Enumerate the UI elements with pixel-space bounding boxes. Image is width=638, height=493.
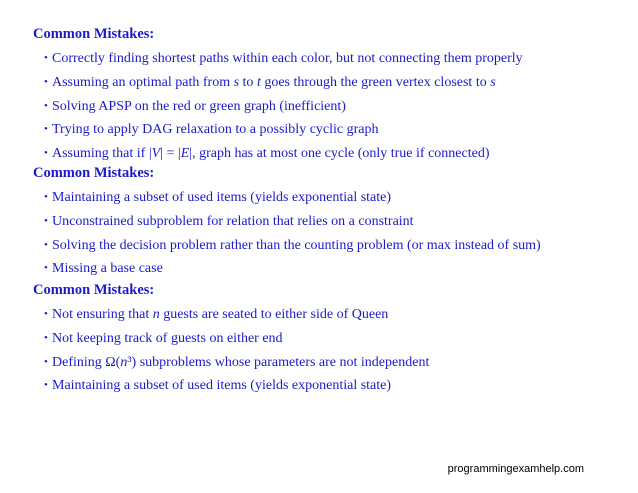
bullet-icon: • (44, 238, 48, 251)
item-text: Maintaining a subset of used items (yields exponential state) (52, 190, 392, 205)
list-item (44, 142, 623, 166)
mistakes-section-2 (33, 164, 623, 281)
list-item (44, 210, 623, 234)
section-heading: Common Mistakes: (33, 26, 155, 42)
item-text: Solving APSP on the red or green graph (inefficient) (52, 98, 346, 114)
bullet-icon: • (44, 379, 48, 392)
bullet-icon: • (44, 99, 48, 112)
bullet-icon: • (44, 147, 48, 160)
item-text: Assuming an optimal path from s to t goes through the green vertex closest to s (52, 74, 496, 90)
bullet-icon: • (44, 331, 48, 344)
list-item (44, 186, 623, 210)
list-item (44, 303, 623, 327)
list-item (44, 327, 623, 351)
item-text: Not keeping track of guests on either end (52, 330, 283, 346)
mistakes-section-3 (33, 281, 623, 398)
item-text: Not ensuring that n guests are seated to either side of Queen (52, 307, 389, 322)
bullet-icon: • (44, 355, 48, 368)
list-item (44, 257, 623, 281)
item-text: Missing a base case (52, 261, 163, 277)
list-item (44, 351, 623, 375)
item-text: Maintaining a subset of used items (yields exponential state) (52, 378, 392, 394)
bullet-icon: • (44, 75, 48, 88)
item-text: Solving the decision problem rather than the counting problem (or max instead of sum) (52, 237, 541, 253)
list-item (44, 118, 623, 142)
item-text: Correctly finding shortest paths within each color, but not connecting them properly (52, 51, 523, 66)
item-text: Assuming that if |V| = |E|, graph has at most one cycle (only true if connected) (52, 146, 490, 162)
bullet-icon: • (44, 214, 48, 227)
list-item (44, 374, 623, 398)
bullet-icon: • (44, 123, 48, 136)
bullet-icon: • (44, 52, 48, 64)
list-item (44, 95, 623, 119)
section-heading: Common Mistakes: (33, 165, 155, 181)
bullet-icon: • (44, 308, 48, 320)
bullet-icon: • (44, 262, 48, 275)
list-item (44, 234, 623, 258)
list-item (44, 47, 623, 71)
item-text: Trying to apply DAG relaxation to a possibly cyclic graph (52, 122, 379, 138)
item-text: Unconstrained subproblem for relation that relies on a constraint (52, 213, 414, 229)
mistakes-list (33, 186, 623, 281)
mistakes-list (33, 303, 623, 398)
section-heading: Common Mistakes: (33, 282, 155, 298)
item-text: Defining Ω(n³) subproblems whose parameters are not independent (52, 354, 430, 370)
mistakes-list (33, 47, 623, 166)
list-item (44, 71, 623, 95)
mistakes-section-1 (33, 25, 623, 166)
footer-site-link[interactable]: programmingexamhelp.com (447, 463, 584, 475)
bullet-icon: • (44, 191, 48, 203)
